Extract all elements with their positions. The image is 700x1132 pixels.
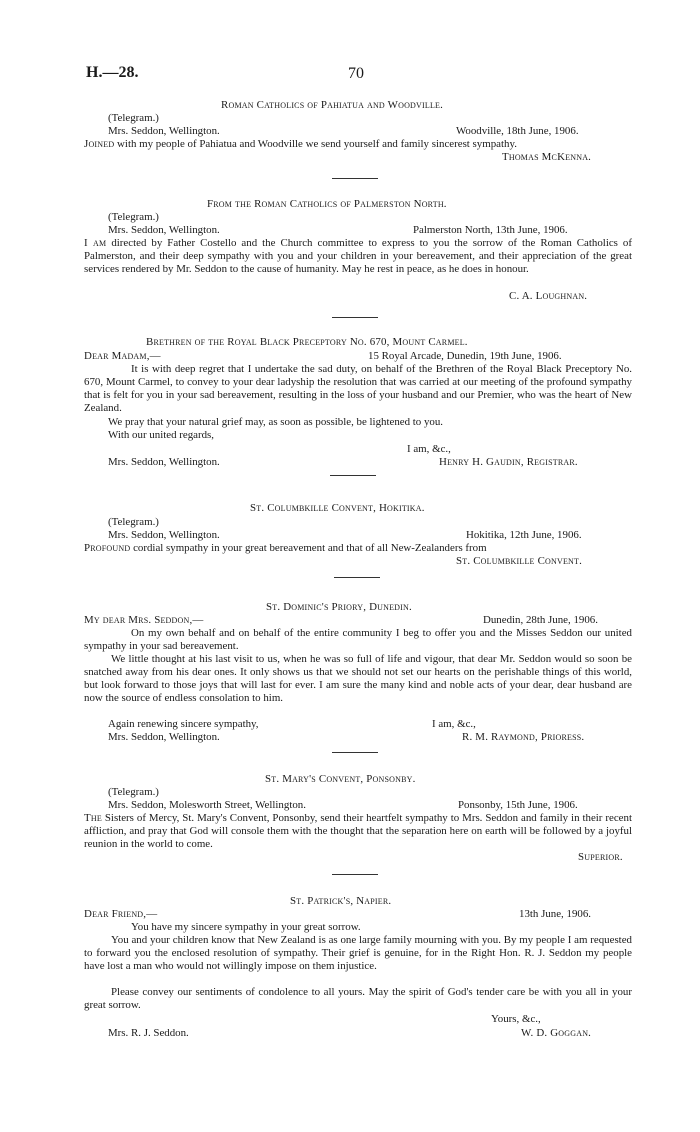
place-date: Dunedin, 28th June, 1906. bbox=[483, 614, 598, 626]
telegram-body bbox=[84, 237, 632, 276]
closing: Yours, &c., bbox=[491, 1013, 541, 1025]
signature: St. Columbkille Convent. bbox=[456, 555, 583, 567]
section-heading-columbkille: St. Columbkille Convent, Hokitika. bbox=[250, 502, 425, 514]
recipient: Mrs. Seddon, Wellington. bbox=[108, 529, 220, 541]
telegram-body bbox=[84, 138, 629, 151]
signature: Thomas McKenna. bbox=[502, 151, 592, 163]
place-date: Woodville, 18th June, 1906. bbox=[456, 125, 579, 137]
page-code: H.—28. bbox=[86, 64, 139, 81]
letter-paragraph: We pray that your natural grief may, as soon as possible, be lightened to you. bbox=[108, 416, 444, 428]
signature: Henry H. Gaudin, Registrar. bbox=[439, 456, 578, 468]
section-heading-patrick: St. Patrick's, Napier. bbox=[290, 895, 392, 907]
body-text: with my people of Pahiatua and Woodville we send yourself and family sincerest sympathy. bbox=[114, 138, 517, 150]
section-heading-dominic: St. Dominic's Priory, Dunedin. bbox=[266, 601, 412, 613]
section-heading-palmerston: From the Roman Catholics of Palmerston North. bbox=[207, 198, 447, 210]
telegram-tag: (Telegram.) bbox=[108, 786, 159, 798]
signature: W. D. Goggan. bbox=[521, 1027, 592, 1039]
recipient: Mrs. Seddon, Wellington. bbox=[108, 224, 220, 236]
place-date: Palmerston North, 13th June, 1906. bbox=[413, 224, 568, 236]
lead-words: Joined bbox=[84, 138, 115, 150]
lead-words: I am bbox=[84, 237, 107, 249]
body-text: Sisters of Mercy, St. Mary's Convent, Ponsonby, send their heartfelt sympathy to Mrs. Seddon and family in their recent affliction, and pray that God will console them with the thought that the separation here on earth will be followed by a joyful reunion in the world to come. bbox=[84, 812, 632, 850]
salutation: Dear Friend,— bbox=[84, 908, 158, 920]
body-text: cordial sympathy in your great bereavement and that of all New-Zealanders from bbox=[130, 542, 487, 554]
recipient: Mrs. Seddon, Molesworth Street, Wellington. bbox=[108, 799, 306, 811]
section-heading-mary: St. Mary's Convent, Ponsonby. bbox=[265, 773, 416, 785]
letter-paragraph: Please convey our sentiments of condolence to all yours. May the spirit of God's tender care be with you all in your great sorrow. bbox=[84, 986, 632, 1011]
section-heading-black-preceptory: Brethren of the Royal Black Preceptory No. 670, Mount Carmel. bbox=[146, 336, 468, 348]
telegram-body bbox=[84, 812, 632, 851]
lead-words: The bbox=[84, 812, 102, 824]
place-date: 15 Royal Arcade, Dunedin, 19th June, 1906. bbox=[368, 350, 562, 362]
section-divider bbox=[332, 752, 378, 753]
section-divider bbox=[332, 874, 378, 875]
section-divider bbox=[334, 577, 380, 578]
section-heading-pahiatua: Roman Catholics of Pahiatua and Woodville. bbox=[221, 99, 444, 111]
recipient: Mrs. Seddon, Wellington. bbox=[108, 125, 220, 137]
letter-paragraph: Again renewing sincere sympathy, bbox=[108, 718, 259, 730]
signature: R. M. Raymond, Prioress. bbox=[462, 731, 585, 743]
signature: C. A. Loughnan. bbox=[509, 290, 588, 302]
body-text: directed by Father Costello and the Church committee to express to you the sorrow of the Roman Catholics of Palmerston, and their deep sympathy with you and your children in your bereavement, and their appreciation of the great services rendered by Mr. Seddon to the cause of humanity. May he rest in peace, as he does in honour. bbox=[84, 237, 632, 275]
letter-paragraph: You and your children know that New Zealand is as one large family mourning with you. By my people I am requested to forward you the enclosed resolution of sympathy. Their grief is genuine, for in the Right Hon. R. J. Seddon my people have lost a man who would not willingly impose on them injustice. bbox=[84, 934, 632, 972]
section-divider bbox=[330, 475, 376, 476]
place-date: 13th June, 1906. bbox=[519, 908, 591, 920]
telegram-tag: (Telegram.) bbox=[108, 112, 159, 124]
letter-paragraph: You have my sincere sympathy in your great sorrow. bbox=[131, 921, 361, 933]
letter-paragraph: We little thought at his last visit to us, when he was so full of life and vigour, that dear Mr. Seddon would so soon be snatched away from his dear ones. It only shows us that we should not set our hearts on the perishable things of this world, but look forward to those joys that will last for ever. I am sure the many kind and noble acts of your dear, dear husband are now the source of endless consolation to him. bbox=[84, 653, 632, 704]
section-divider bbox=[332, 178, 378, 179]
lead-words: Profound bbox=[84, 542, 131, 554]
salutation: My dear Mrs. Seddon,— bbox=[84, 614, 204, 626]
section-divider bbox=[332, 317, 378, 318]
telegram-tag: (Telegram.) bbox=[108, 211, 159, 223]
signature: Superior. bbox=[578, 851, 623, 863]
place-date: Ponsonby, 15th June, 1906. bbox=[458, 799, 578, 811]
page-number: 70 bbox=[348, 65, 364, 82]
telegram-tag: (Telegram.) bbox=[108, 516, 159, 528]
letter-paragraph: It is with deep regret that I undertake the sad duty, on behalf of the Brethren of the Royal Black Preceptory No. 670, Mount Carmel, to convey to your dear ladyship the resolution that was carried at our meeting of the profound sympathy that is felt for you in your sad bereavement, resulting in the loss of your husband and our Premier, who was the heart of New Zealand. bbox=[84, 363, 632, 414]
recipient: Mrs. R. J. Seddon. bbox=[108, 1027, 189, 1039]
salutation: Dear Madam,— bbox=[84, 350, 161, 362]
letter-paragraph: On my own behalf and on behalf of the entire community I beg to offer you and the Misses Seddon our united sympathy in your sad bereavement. bbox=[84, 627, 632, 652]
recipient: Mrs. Seddon, Wellington. bbox=[108, 731, 220, 743]
recipient: Mrs. Seddon, Wellington. bbox=[108, 456, 220, 468]
letter-paragraph: With our united regards, bbox=[108, 429, 215, 441]
telegram-body bbox=[84, 542, 629, 555]
closing: I am, &c., bbox=[407, 443, 451, 455]
closing: I am, &c., bbox=[432, 718, 476, 730]
place-date: Hokitika, 12th June, 1906. bbox=[466, 529, 582, 541]
